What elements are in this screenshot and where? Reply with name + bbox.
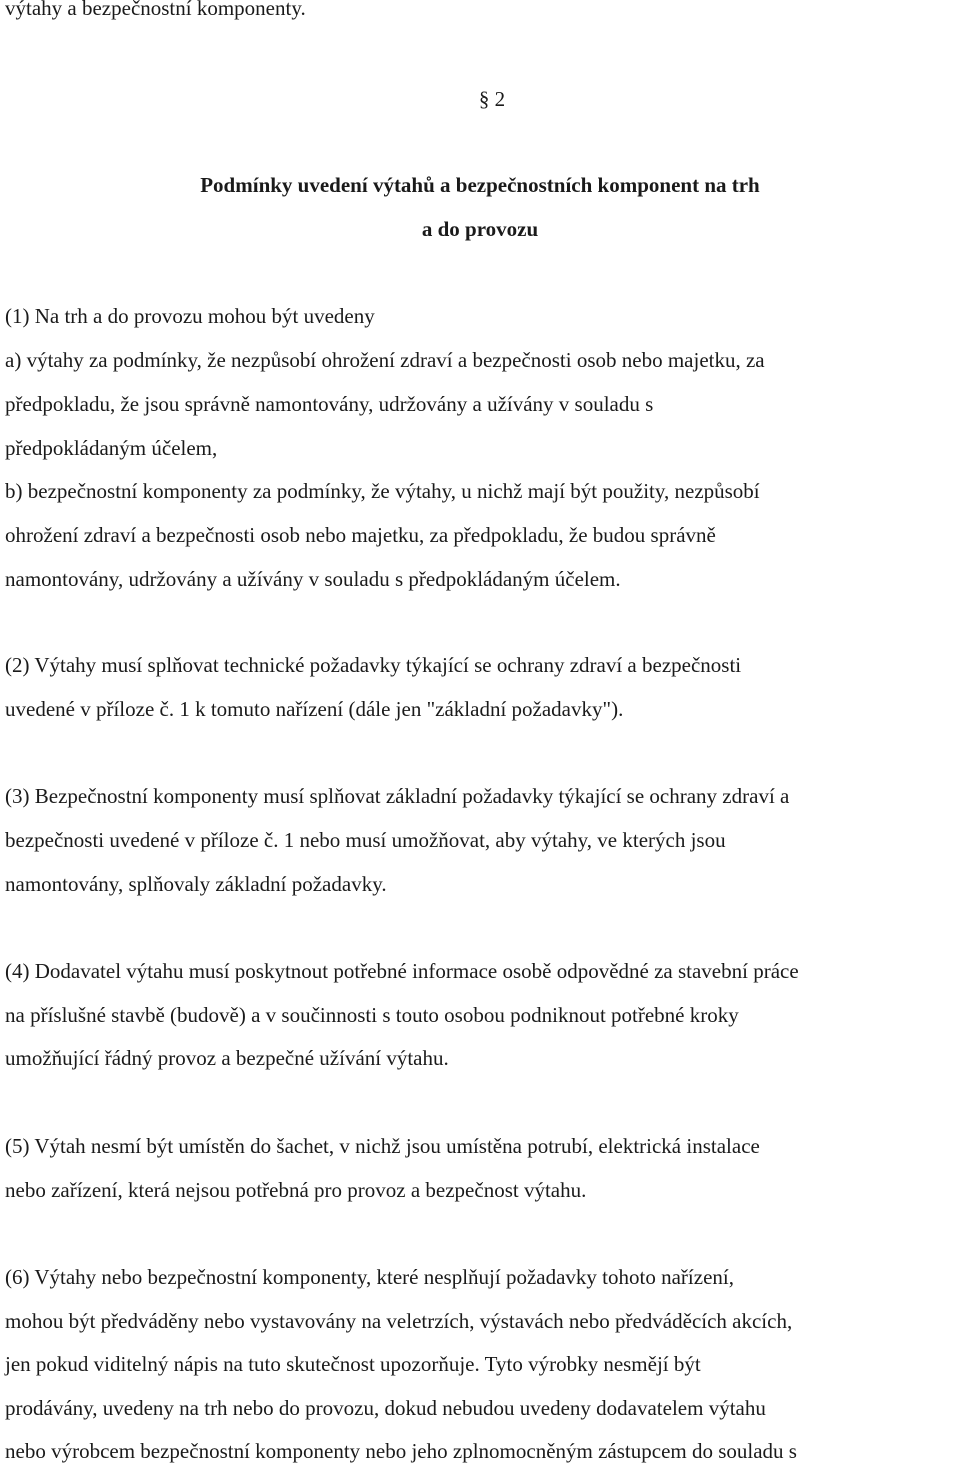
paragraph-line: mohou být předváděny nebo vystavovány na veletrzích, výstavách nebo předváděcích akcích,: [5, 1309, 793, 1333]
paragraph-line: předpokladu, že jsou správně namontovány, udržovány a užívány v souladu s: [5, 392, 654, 416]
paragraph-line: na příslušné stavbě (budově) a v součinnosti s touto osobou podniknout potřebné kroky: [5, 1003, 739, 1027]
paragraph-line: (2) Výtahy musí splňovat technické požadavky týkající se ochrany zdraví a bezpečnosti: [5, 653, 742, 677]
paragraph-line: (4) Dodavatel výtahu musí poskytnout potřebné informace osobě odpovědné za stavební práce: [5, 959, 799, 983]
paragraph-line: a) výtahy za podmínky, že nezpůsobí ohrožení zdraví a bezpečnosti osob nebo majetku, za: [5, 348, 765, 372]
paragraph-line: namontovány, splňovaly základní požadavky.: [5, 872, 387, 896]
section-heading-line-2: a do provozu: [421, 217, 539, 241]
paragraph-line: předpokládaným účelem,: [5, 436, 218, 460]
paragraph-line: ohrožení zdraví a bezpečnosti osob nebo majetku, za předpokladu, že budou správně: [5, 523, 716, 547]
paragraph-line: uvedené v příloze č. 1 k tomuto nařízení (dále jen "základní požadavky").: [5, 697, 624, 721]
paragraph-line: nebo výrobcem bezpečnostní komponenty nebo jeho zplnomocněným zástupcem do souladu s: [5, 1439, 797, 1463]
paragraph-line: nebo zařízení, která nejsou potřebná pro provoz a bezpečnost výtahu.: [5, 1178, 587, 1202]
top-text-fragment: výtahy a bezpečnostní komponenty.: [5, 0, 306, 20]
paragraph-line: bezpečnosti uvedené v příloze č. 1 nebo musí umožňovat, aby výtahy, ve kterých jsou: [5, 828, 726, 852]
paragraph-line: (5) Výtah nesmí být umístěn do šachet, v nichž jsou umístěna potrubí, elektrická instalace: [5, 1134, 760, 1158]
paragraph-line: prodávány, uvedeny na trh nebo do provozu, dokud nebudou uvedeny dodavatelem výtahu: [5, 1396, 766, 1420]
paragraph-line: b) bezpečnostní komponenty za podmínky, že výtahy, u nichž mají být použity, nezpůsobí: [5, 479, 760, 503]
paragraph-line: (1) Na trh a do provozu mohou být uvedeny: [5, 304, 375, 328]
paragraph-line: (3) Bezpečnostní komponenty musí splňovat základní požadavky týkající se ochrany zdraví a: [5, 784, 790, 808]
section-heading-line-1: Podmínky uvedení výtahů a bezpečnostních komponent na trh: [200, 173, 760, 197]
section-mark: § 2: [478, 87, 506, 111]
paragraph-line: jen pokud viditelný nápis na tuto skutečnost upozorňuje. Tyto výrobky nesmějí být: [5, 1352, 701, 1376]
paragraph-line: umožňující řádný provoz a bezpečné užívání výtahu.: [5, 1046, 449, 1070]
paragraph-line: (6) Výtahy nebo bezpečnostní komponenty, které nesplňují požadavky tohoto nařízení,: [5, 1265, 734, 1289]
paragraph-line: namontovány, udržovány a užívány v souladu s předpokládaným účelem.: [5, 567, 621, 591]
